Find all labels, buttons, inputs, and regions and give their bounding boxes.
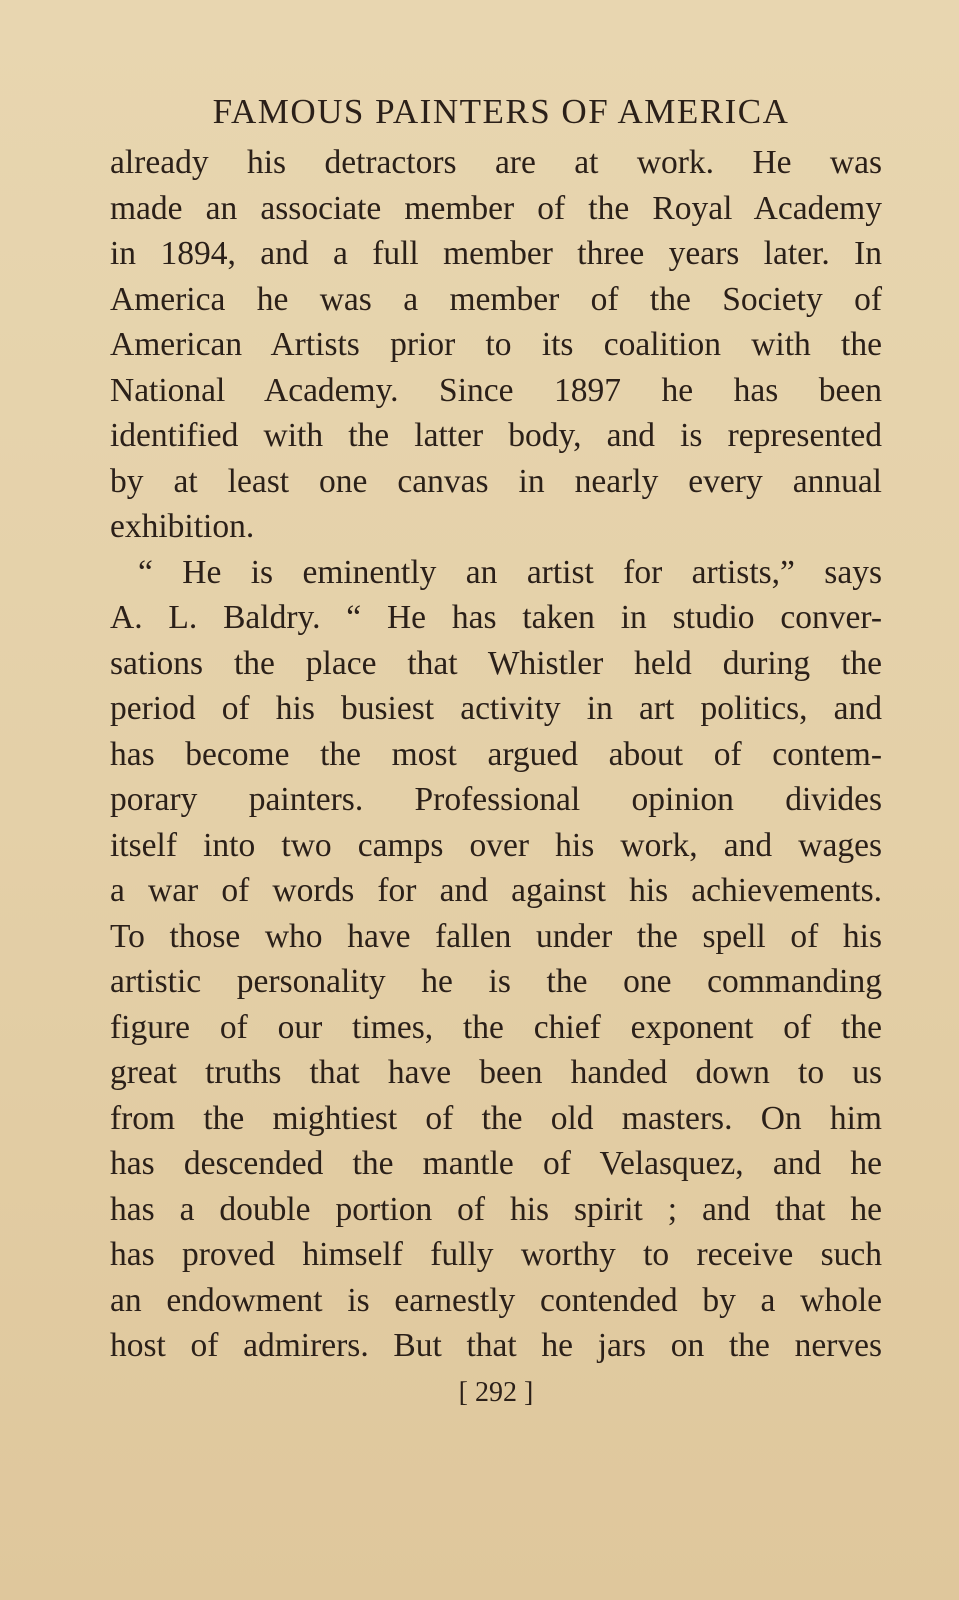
text-line: made an associate member of the Royal Academy bbox=[110, 189, 882, 227]
page-number: [ 292 ] bbox=[458, 1376, 534, 1408]
text-line: host of admirers. But that he jars on the nerves bbox=[110, 1327, 882, 1364]
text-line: “ He is eminently an artist for artists,” says bbox=[138, 553, 882, 591]
running-head: FAMOUS PAINTERS OF AMERICA bbox=[212, 92, 790, 131]
text-line: has become the most argued about of contem- bbox=[110, 735, 882, 773]
text-line: artistic personality he is the one commanding bbox=[110, 963, 882, 1000]
text-line: has a double portion of his spirit ; and that he bbox=[110, 1190, 882, 1228]
text-line: exhibition. bbox=[110, 508, 255, 545]
text-line: an endowment is earnestly contended by a whole bbox=[110, 1281, 882, 1319]
text-line: period of his busiest activity in art politics, and bbox=[110, 690, 882, 727]
text-line: great truths that have been handed down to us bbox=[110, 1054, 882, 1091]
text-line: figure of our times, the chief exponent of the bbox=[110, 1008, 882, 1046]
text-line: has proved himself fully worthy to receive such bbox=[110, 1236, 882, 1273]
book-page bbox=[110, 88, 882, 1413]
text-line: from the mightiest of the old masters. On him bbox=[110, 1099, 882, 1137]
text-line: has descended the mantle of Velasquez, and he bbox=[110, 1145, 882, 1182]
body-text bbox=[110, 140, 882, 1369]
text-line: sations the place that Whistler held during the bbox=[110, 644, 882, 682]
text-line: itself into two camps over his work, and wages bbox=[110, 826, 882, 864]
text-line: in 1894, and a full member three years later. In bbox=[110, 235, 882, 272]
text-line: A. L. Baldry. “ He has taken in studio conver- bbox=[110, 599, 882, 636]
text-line: National Academy. Since 1897 he has been bbox=[110, 371, 882, 409]
text-line: porary painters. Professional opinion divides bbox=[110, 781, 882, 818]
text-line: a war of words for and against his achievements. bbox=[110, 872, 882, 909]
text-line: To those who have fallen under the spell of his bbox=[110, 917, 882, 955]
text-line: identified with the latter body, and is represented bbox=[110, 417, 882, 454]
text-line: already his detractors are at work. He was bbox=[110, 144, 882, 181]
text-line: American Artists prior to its coalition with the bbox=[110, 326, 882, 363]
text-line: by at least one canvas in nearly every annual bbox=[110, 462, 882, 500]
text-line: America he was a member of the Society of bbox=[110, 280, 882, 318]
